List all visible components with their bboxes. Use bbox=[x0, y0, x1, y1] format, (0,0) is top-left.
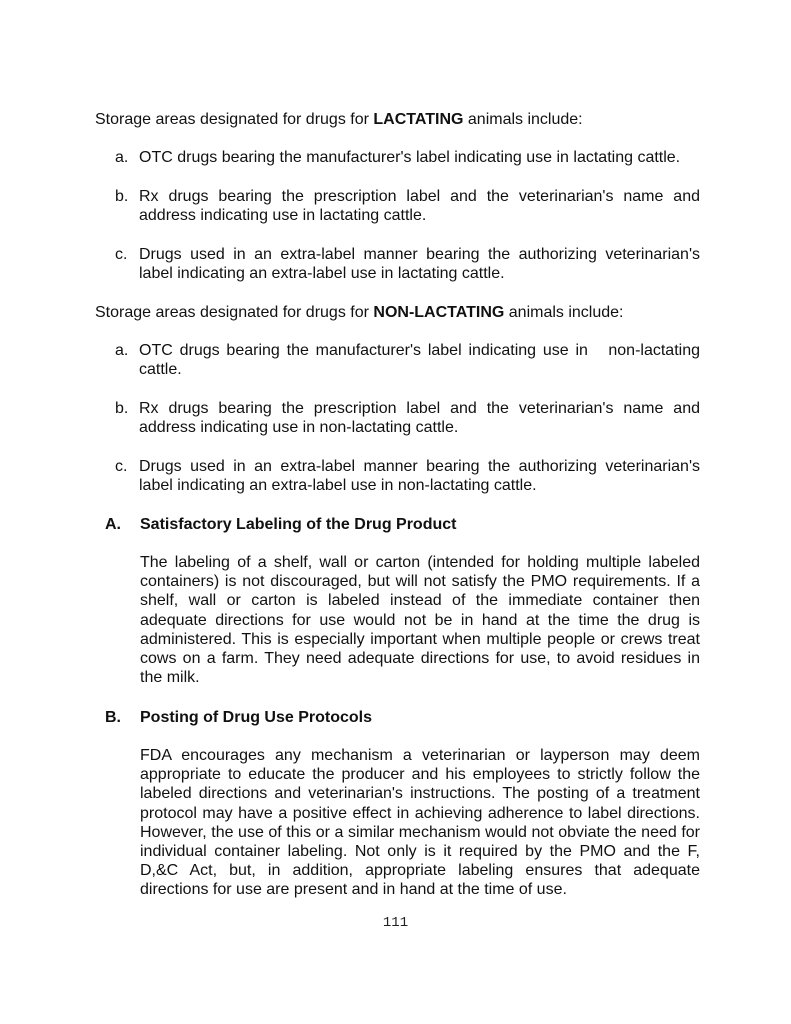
item-label: b. bbox=[115, 188, 129, 205]
lactating-list bbox=[115, 148, 700, 167]
item-label: a. bbox=[115, 342, 129, 359]
lactating-list bbox=[115, 245, 700, 283]
list-item bbox=[115, 399, 700, 437]
section-body: FDA encourages any mechanism a veterinarian or layperson may deem appropriate to educate the producer and his employees to strictly follow the labeled directions and veterinarian's instructions. The posting of a treatment protocol may have a positive effect in achieving adherence to label directions. However, the use of this or a similar mechanism would not obviate the need for individual container labeling. Not only is it required by the PMO and the F, D,&C Act, but, in addition, appropriate labeling ensures that adequate directions for use are present and in hand at the time of use. bbox=[140, 747, 700, 899]
item-label: c. bbox=[115, 458, 128, 475]
non-lactating-intro bbox=[95, 303, 700, 322]
non-lactating-list bbox=[115, 457, 700, 495]
section-body: The labeling of a shelf, wall or carton (intended for holding multiple labeled containers) is not discouraged, but will not satisfy the PMO requirements. If a shelf, wall or carton is labeled instead of the immediate container then adequate directions for use would not be in hand at the time the drug is administered. This is especially important when multiple people or crews treat cows on a farm. They need adequate directions for use, to avoid residues in the milk. bbox=[140, 554, 700, 687]
intro-text: Storage areas designated for drugs for bbox=[95, 304, 374, 321]
list-item bbox=[115, 187, 700, 225]
section-heading bbox=[105, 708, 700, 727]
lactating-list bbox=[115, 187, 700, 225]
list-item bbox=[115, 148, 700, 167]
item-text: Rx drugs bearing the prescription label and the veterinarian's name and address indicating use in non-lactating cattle. bbox=[139, 400, 700, 437]
section-label: B. bbox=[105, 709, 121, 726]
lactating-intro bbox=[95, 110, 700, 129]
intro-emphasis: NON-LACTATING bbox=[373, 304, 505, 321]
non-lactating-list bbox=[115, 341, 700, 379]
non-lactating-list bbox=[115, 399, 700, 437]
list-item bbox=[115, 457, 700, 495]
item-text: OTC drugs bearing the manufacturer's label indicating use in lactating cattle. bbox=[139, 149, 681, 166]
section-title: Posting of Drug Use Protocols bbox=[140, 709, 373, 726]
intro-emphasis: LACTATING bbox=[373, 111, 464, 128]
intro-text: Storage areas designated for drugs for bbox=[95, 111, 374, 128]
list-item bbox=[115, 245, 700, 283]
section-title: Satisfactory Labeling of the Drug Product bbox=[140, 516, 457, 533]
item-label: c. bbox=[115, 246, 128, 263]
intro-text: animals include: bbox=[504, 304, 624, 321]
intro-text: animals include: bbox=[463, 111, 583, 128]
item-text: OTC drugs bearing the manufacturer's label indicating use in non-lactating cattle. bbox=[139, 342, 700, 379]
section-label: A. bbox=[105, 516, 121, 533]
item-label: b. bbox=[115, 400, 129, 417]
page-number: 111 bbox=[382, 915, 409, 931]
item-text: Rx drugs bearing the prescription label and the veterinarian's name and address indicating use in lactating cattle. bbox=[139, 188, 700, 225]
list-item bbox=[115, 341, 700, 379]
item-text: Drugs used in an extra-label manner bearing the authorizing veterinarian's label indicating an extra-label use in lactating cattle. bbox=[139, 246, 700, 283]
section-heading bbox=[105, 515, 700, 534]
item-label: a. bbox=[115, 149, 129, 166]
item-text: Drugs used in an extra-label manner bearing the authorizing veterinarian's label indicating an extra-label use in non-lactating cattle. bbox=[139, 458, 700, 495]
